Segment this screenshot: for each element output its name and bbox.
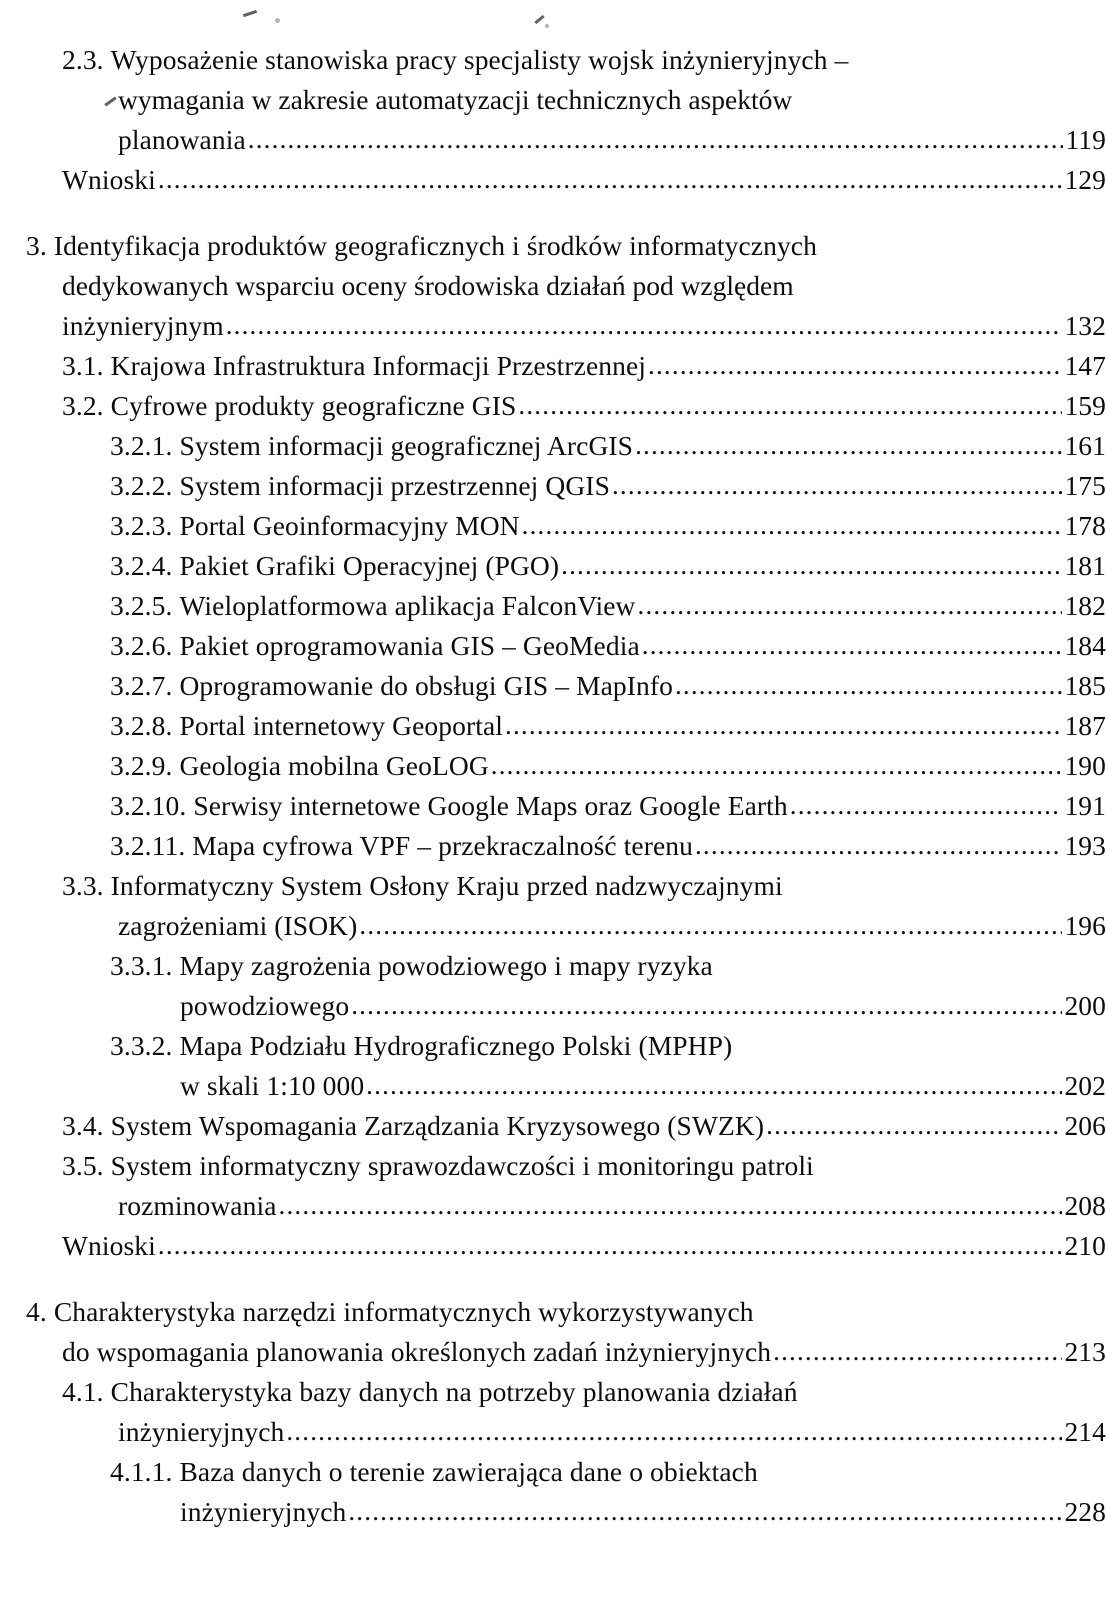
dot-leader (286, 1411, 1062, 1451)
toc-entry-title-line1: Baza danych o terenie zawierająca dane o obiektach (179, 1456, 758, 1487)
dot-leader (638, 585, 1063, 625)
toc-entry-space (47, 1292, 54, 1332)
toc-entry-space (104, 1106, 111, 1146)
toc-entry-3-2-11[interactable] (0, 826, 1106, 866)
toc-page-number: 187 (1064, 710, 1106, 741)
toc-entry-title-line1: Mapa Podziału Hydrograficznego Polski (MPHP) (179, 1030, 733, 1061)
toc-entry-title: Mapa cyfrowa VPF – przekraczalność terenu (192, 830, 693, 861)
toc-entry-4-1-1[interactable] (0, 1452, 1106, 1492)
toc-entry-space (104, 1372, 111, 1412)
toc-entry-space (104, 386, 111, 426)
toc-page-number: 119 (1065, 124, 1106, 155)
toc-entry-3-2-10[interactable] (0, 786, 1106, 826)
toc-entry-number: 3. (26, 230, 47, 261)
toc-entry-number: 3.2.9. (110, 750, 173, 781)
dot-leader (348, 1491, 1062, 1531)
toc-entry-title-line1: Informatyczny System Osłony Kraju przed nadzwyczajnymi (110, 870, 783, 901)
dot-leader (505, 705, 1062, 745)
toc-entry-wnioski-1[interactable] (0, 160, 1106, 200)
toc-entry-number: 3.2.10. (110, 790, 187, 821)
toc-page-number: 208 (1064, 1190, 1106, 1221)
toc-entry-space (172, 1026, 179, 1066)
toc-entry-space (104, 866, 111, 906)
scan-artifact (545, 24, 549, 28)
dot-leader (790, 785, 1063, 825)
toc-entry-title (104, 40, 111, 80)
toc-entry-number: 3.5. (62, 1150, 104, 1181)
table-of-contents (0, 40, 1106, 1532)
toc-page-number: 178 (1064, 510, 1106, 541)
toc-page-number: 214 (1064, 1416, 1106, 1447)
toc-entry-title-line1: Wyposażenie stanowiska pracy specjalisty wojsk inżynieryjnych – (110, 44, 849, 75)
toc-entry-space (47, 226, 54, 266)
toc-entry-4-1[interactable] (0, 1372, 1106, 1412)
toc-page-number: 213 (1064, 1336, 1106, 1367)
toc-entry-title-line2: w skali 1:10 000 (180, 1070, 365, 1101)
dot-leader (773, 1331, 1062, 1371)
toc-entry-space (172, 1452, 179, 1492)
toc-entry-number: 4.1. (62, 1376, 104, 1407)
toc-entry-title: Wnioski (62, 1230, 156, 1261)
dot-leader (635, 425, 1062, 465)
toc-entry-space (172, 506, 179, 546)
toc-entry-space (172, 426, 179, 466)
toc-page-number: 147 (1064, 350, 1106, 381)
toc-entry-number: 3.2.4. (110, 550, 173, 581)
dot-leader (279, 1185, 1063, 1225)
toc-entry-3-5[interactable] (0, 1146, 1106, 1186)
toc-entry-space (104, 346, 111, 386)
toc-entry-3-3-line2[interactable] (0, 906, 1106, 946)
toc-entry-number: 3.2.1. (110, 430, 173, 461)
toc-page-number: 202 (1064, 1070, 1106, 1101)
toc-page-number: 129 (1064, 164, 1106, 195)
toc-page-number: 191 (1064, 790, 1106, 821)
toc-entry-space (185, 826, 192, 866)
toc-page-number: 200 (1064, 990, 1106, 1021)
dot-leader (158, 1225, 1063, 1265)
toc-entry-number: 4. (26, 1296, 47, 1327)
toc-entry-3-3-2-line2[interactable] (0, 1066, 1106, 1106)
toc-entry-title-line2: powodziowego (180, 990, 350, 1021)
toc-entry-number: 3.2.2. (110, 470, 173, 501)
toc-entry-number: 3.3. (62, 870, 104, 901)
toc-entry-3-2-9[interactable] (0, 746, 1106, 786)
toc-entry-3-3[interactable] (0, 866, 1106, 906)
dot-leader (612, 465, 1062, 505)
toc-entry-4-1-line2[interactable] (0, 1412, 1106, 1452)
toc-entry-number: 2.3. (62, 44, 104, 75)
dot-leader (561, 545, 1062, 585)
dot-leader (766, 1105, 1062, 1145)
toc-entry-number: 3.3.2. (110, 1030, 173, 1061)
dot-leader (522, 505, 1063, 545)
toc-entry-title: Wieloplatformowa aplikacja FalconView (179, 590, 636, 621)
toc-entry-title: Wnioski (62, 164, 156, 195)
toc-entry-title-line2: rozminowania (118, 1190, 277, 1221)
toc-entry-space (172, 666, 179, 706)
toc-entry-space (186, 786, 193, 826)
toc-entry-3-1[interactable] (0, 346, 1106, 386)
toc-entry-title-line1: Identyfikacja produktów geograficznych i środków informatycznych (53, 230, 817, 261)
toc-entry-number: 3.2.7. (110, 670, 173, 701)
dot-leader (359, 905, 1062, 945)
toc-entry-4[interactable] (0, 1292, 1106, 1332)
toc-page-number: 185 (1064, 670, 1106, 701)
toc-entry-3-2[interactable] (0, 386, 1106, 426)
toc-page-number: 159 (1064, 390, 1106, 421)
toc-entry-space (172, 626, 179, 666)
toc-entry-3-3-2[interactable] (0, 1026, 1106, 1066)
toc-entry-number: 3.3.1. (110, 950, 173, 981)
toc-entry-number: 3.2.11. (110, 830, 186, 861)
toc-page-number: 161 (1064, 430, 1106, 461)
toc-page-number: 210 (1064, 1230, 1106, 1261)
toc-entry-3-line2: dedykowanych wsparciu oceny środowiska działań pod względem (62, 270, 794, 301)
toc-entry-title-line1: Mapy zagrożenia powodziowego i mapy ryzyka (179, 950, 713, 981)
toc-page-number: 196 (1064, 910, 1106, 941)
dot-leader (248, 119, 1064, 159)
toc-page-number: 132 (1064, 310, 1106, 341)
toc-entry-title-line1: System informatyczny sprawozdawczości i monitoringu patroli (110, 1150, 814, 1181)
dot-leader (351, 985, 1062, 1025)
dot-leader (648, 345, 1062, 385)
dot-leader (518, 385, 1062, 425)
toc-entry-title-line2: zagrożeniami (ISOK) (118, 910, 358, 941)
toc-entry-3-3-1-line2[interactable] (0, 986, 1106, 1026)
toc-entry-3-2-3[interactable] (0, 506, 1106, 546)
toc-entry-2-3-line2: wymagania w zakresie automatyzacji technicznych aspektów (118, 84, 793, 115)
scan-artifact (275, 18, 280, 23)
toc-entry-title-line2: inżynieryjnych (118, 1416, 285, 1447)
toc-entry-number: 3.1. (62, 350, 104, 381)
toc-entry-space (172, 466, 179, 506)
toc-entry-space (172, 946, 179, 986)
toc-entry-title: Oprogramowanie do obsługi GIS – MapInfo (179, 670, 673, 701)
toc-entry-title: System informacji przestrzennej QGIS (179, 470, 610, 501)
toc-entry-3-2-8[interactable] (0, 706, 1106, 746)
toc-entry-title-line2: do wspomagania planowania określonych zadań inżynieryjnych (62, 1336, 772, 1367)
toc-entry-number: 3.2.5. (110, 590, 173, 621)
toc-entry-3-3-1[interactable] (0, 946, 1106, 986)
toc-page-number: 193 (1064, 830, 1106, 861)
toc-entry-3[interactable] (0, 226, 1106, 266)
toc-entry-number: 3.2. (62, 390, 104, 421)
toc-entry-title: Cyfrowe produkty geograficzne GIS (110, 390, 517, 421)
toc-page-number: 184 (1064, 630, 1106, 661)
toc-entry-3-4[interactable] (0, 1106, 1106, 1146)
toc-entry-number: 3.2.6. (110, 630, 173, 661)
toc-entry-3-2-7[interactable] (0, 666, 1106, 706)
toc-entry-number: 3.4. (62, 1110, 104, 1141)
toc-entry-3-5-line2[interactable] (0, 1186, 1106, 1226)
dot-leader (695, 825, 1062, 865)
toc-entry-title: Geologia mobilna GeoLOG (179, 750, 489, 781)
toc-entry-3-2-1[interactable] (0, 426, 1106, 466)
toc-entry-wnioski-2[interactable] (0, 1226, 1106, 1266)
toc-entry-title-line1: Charakterystyka bazy danych na potrzeby planowania działań (110, 1376, 798, 1407)
toc-entry-3-line3[interactable] (0, 306, 1106, 346)
toc-entry-title-line3: inżynieryjnym (62, 310, 224, 341)
toc-entry-space (104, 1146, 111, 1186)
toc-entry-title-line1: Charakterystyka narzędzi informatycznych wykorzystywanych (53, 1296, 754, 1327)
toc-entry-number: 4.1.1. (110, 1456, 173, 1487)
toc-entry-title: System Wspomagania Zarządzania Kryzysowego (SWZK) (110, 1110, 765, 1141)
dot-leader (158, 159, 1063, 199)
toc-entry-title-line3: planowania (118, 124, 246, 155)
dot-leader (366, 1065, 1062, 1105)
toc-page-number: 175 (1064, 470, 1106, 501)
section-gap (0, 200, 1106, 226)
scan-artifact (534, 15, 544, 24)
toc-page-number: 182 (1064, 590, 1106, 621)
toc-entry-2-3-line3[interactable] (0, 120, 1106, 160)
scan-artifact (243, 10, 257, 17)
toc-entry-title: Pakiet oprogramowania GIS – GeoMedia (179, 630, 640, 661)
toc-entry-space (172, 706, 179, 746)
toc-entry-3-2-2[interactable] (0, 466, 1106, 506)
toc-entry-number: 3.2.8. (110, 710, 173, 741)
dot-leader (675, 665, 1062, 705)
toc-entry-3-2-6[interactable] (0, 626, 1106, 666)
dot-leader (226, 305, 1063, 345)
toc-entry-title: System informacji geograficznej ArcGIS (179, 430, 634, 461)
toc-entry-title: Krajowa Infrastruktura Informacji Przestrzennej (110, 350, 647, 381)
toc-page-number: 190 (1064, 750, 1106, 781)
toc-entry-space (172, 546, 179, 586)
section-gap (0, 1266, 1106, 1292)
toc-entry-3-2-4[interactable] (0, 546, 1106, 586)
toc-entry-title: Pakiet Grafiki Operacyjnej (PGO) (179, 550, 560, 581)
toc-entry-title: Portal internetowy Geoportal (179, 710, 504, 741)
toc-entry-title: Serwisy internetowe Google Maps oraz Google Earth (193, 790, 788, 821)
dot-leader (491, 745, 1063, 785)
dot-leader (642, 625, 1063, 665)
toc-entry-number: 3.2.3. (110, 510, 173, 541)
toc-entry-space (172, 746, 179, 786)
toc-entry-title: Portal Geoinformacyjny MON (179, 510, 520, 541)
toc-entry-title-line2: inżynieryjnych (180, 1496, 347, 1527)
toc-page-number: 228 (1064, 1496, 1106, 1527)
toc-page-number: 181 (1064, 550, 1106, 581)
toc-entry-4-1-1-line2[interactable] (0, 1492, 1106, 1532)
toc-entry-space (172, 586, 179, 626)
toc-entry-2-3[interactable] (0, 40, 1106, 80)
toc-entry-3-2-5[interactable] (0, 586, 1106, 626)
toc-entry-4-line2[interactable] (0, 1332, 1106, 1372)
toc-page-number: 206 (1064, 1110, 1106, 1141)
